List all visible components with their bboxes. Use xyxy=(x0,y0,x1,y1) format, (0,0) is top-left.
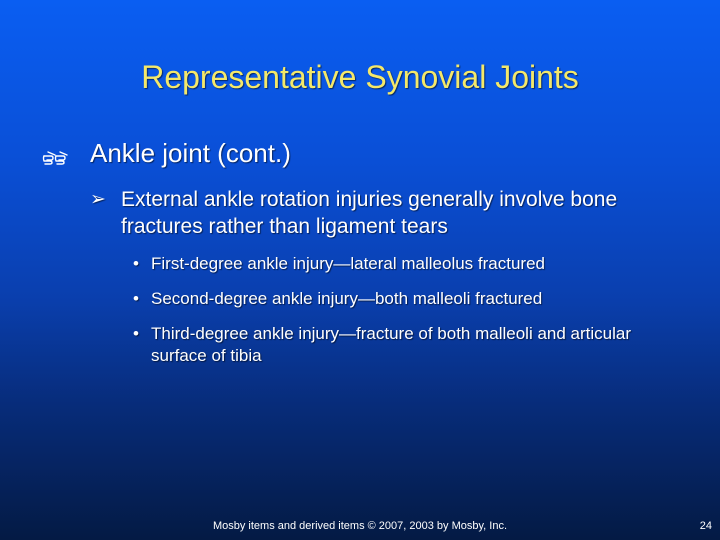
bullet-level1-text: Ankle joint (cont.) xyxy=(90,138,291,168)
arrow-bullet-icon: ➢ xyxy=(90,189,106,210)
list-item-text: Second-degree ankle injury—both malleoli fractured xyxy=(151,289,543,308)
bullet-level3-list xyxy=(133,253,653,380)
bullet-level2 xyxy=(90,186,650,240)
slide-title: Representative Synovial Joints xyxy=(141,59,579,95)
pointing-hands-icon xyxy=(42,145,72,167)
dot-bullet-icon: • xyxy=(133,289,139,308)
list-item-text: First-degree ankle injury—lateral malleolus fractured xyxy=(151,254,545,273)
dot-bullet-icon: • xyxy=(133,254,139,273)
page-number: 24 xyxy=(699,520,712,532)
list-item xyxy=(133,323,653,367)
dot-bullet-icon: • xyxy=(133,324,139,343)
list-item xyxy=(133,253,653,275)
list-item xyxy=(133,288,653,310)
footer-copyright: Mosby items and derived items © 2007, 2003 by Mosby, Inc. xyxy=(212,520,508,532)
list-item-text: Third-degree ankle injury—fracture of both malleoli and articular surface of tibia xyxy=(151,324,632,365)
bullet-level2-text: External ankle rotation injuries generally involve bone fractures rather than ligament tears xyxy=(121,188,618,238)
